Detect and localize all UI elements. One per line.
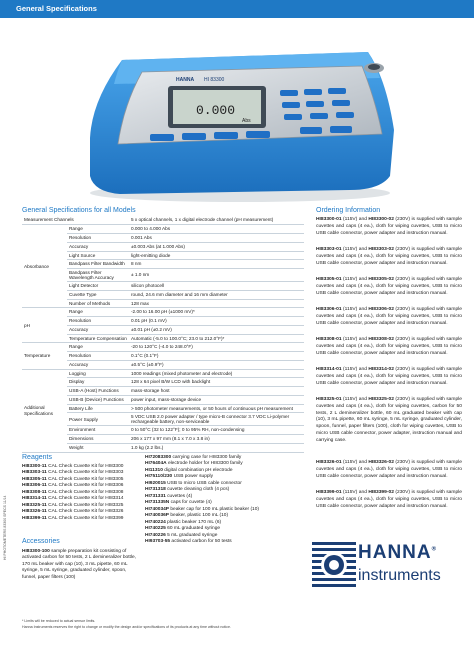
- item-description: CAL Check Cuvette Kit for HI83303: [48, 470, 124, 476]
- spec-parameter: Dimensions: [67, 435, 129, 444]
- spec-value: 5 VDC USB 2.0 power adapter / type micro-B connector 3.7 VDC Li-polymer rechargeable battery, non-serviceable: [129, 413, 304, 426]
- spec-value: power input, mass-storage device: [129, 395, 304, 404]
- list-item: [145, 539, 259, 545]
- order-code-230v: HI83308-02: [368, 337, 394, 342]
- spec-parameter: Temperature Compensation: [67, 334, 129, 343]
- item-code: HI731331: [145, 493, 166, 499]
- item-description: CAL Check Cuvette Kit for HI83326: [48, 509, 124, 515]
- spec-value: 0 to 50°C (32 to 122°F); 0 to 95% RH, non-condensing: [129, 426, 304, 435]
- hanna-logo: [312, 540, 462, 598]
- item-description: 60 mL graduated syringe: [167, 526, 221, 532]
- order-description: (230V) is supplied with sample cuvettes and caps (4 ea.), cloth for wiping cuvettes, USB to micro USB cable connector, power adapter and instruction manual.: [316, 367, 462, 386]
- spec-parameter: Power Supply: [67, 413, 129, 426]
- specs-table: [22, 216, 304, 453]
- spec-parameter: Accuracy: [67, 325, 129, 334]
- spec-value: 8 nm: [129, 260, 304, 269]
- item-code: HI11310: [145, 467, 163, 473]
- item-description: activated carbon for 50 tests: [171, 539, 232, 545]
- spec-value: round, 24.6 mm diameter and 16 mm diameter: [129, 290, 304, 299]
- spec-parameter: Resolution: [67, 234, 129, 243]
- hanna-logo-mark-icon: [312, 542, 356, 592]
- item-description: cuvettes (4): [167, 493, 193, 499]
- spec-category: Measurement Channels: [22, 216, 129, 225]
- order-voltage-text: (115V) and: [343, 247, 367, 252]
- order-voltage-text: (115V) and: [343, 367, 367, 372]
- order-voltage-text: (115V) and: [343, 397, 367, 402]
- order-description: (230V) is supplied with sample cuvettes and caps (4 ea.), cloth for wiping cuvettes, USB to micro USB cable connector, power adapter and instruction manual.: [316, 337, 462, 356]
- spec-parameter: Resolution: [67, 317, 129, 326]
- ordering-item: [316, 337, 462, 357]
- item-code: HI93703-55: [145, 539, 171, 545]
- logo-brand-text: HANNA®: [358, 542, 438, 563]
- order-code-230v: HI83326-02: [368, 460, 394, 465]
- header-bar: [0, 0, 474, 18]
- spec-value: Automatic (-5.0 to 100.0°C; 23.0 to 212.0°F)*: [129, 334, 304, 343]
- spec-parameter: Battery Life: [67, 404, 129, 413]
- order-code-115v: HI83325-01: [316, 397, 342, 402]
- page-title: General Specifications: [16, 4, 97, 13]
- spec-row: [22, 343, 304, 352]
- item-description: beaker cap for 100 mL plastic beaker (10): [170, 506, 259, 512]
- ordering-item: [316, 367, 462, 387]
- spec-category: Additional Specifications: [22, 369, 67, 452]
- item-description: plastic beaker 170 mL (6): [167, 519, 222, 525]
- spec-value: 128 max: [129, 299, 304, 308]
- accessories-section-title: Accessories: [22, 538, 60, 545]
- order-voltage-text: (115V) and: [343, 337, 367, 342]
- item-code: HI75110/230: [145, 474, 173, 480]
- order-code-115v: HI83314-01: [316, 367, 342, 372]
- order-code-230v: HI83300-02: [368, 217, 394, 222]
- item-code: HI920015: [145, 480, 166, 486]
- photometer-device-illustration: [80, 38, 400, 203]
- order-code-115v: HI83399-01: [316, 490, 342, 495]
- item-code: HI740034P: [145, 506, 170, 512]
- order-description: (230V) is supplied with sample cuvettes and caps (4 ea.), cloth for wiping cuvettes, USB to micro USB cable connector, power adapter and instruction manual.: [316, 217, 462, 236]
- spec-row: [22, 308, 304, 317]
- item-code: HI731318: [145, 487, 166, 493]
- item-code: HI83300-11: [22, 464, 47, 469]
- order-voltage-text: (115V) and: [343, 307, 367, 312]
- spec-parameter: Accuracy: [67, 242, 129, 251]
- item-description: CAL Check Cuvette Kit for HI83325: [48, 502, 124, 508]
- accessory-first-item: [22, 549, 140, 581]
- spec-parameter: Number of Methods: [67, 299, 129, 308]
- order-code-115v: HI83303-01: [316, 247, 342, 252]
- item-code: HI83306-11: [22, 483, 47, 489]
- order-code-230v: HI83325-02: [368, 397, 394, 402]
- ordering-item: [316, 277, 462, 297]
- spec-category: pH: [22, 308, 67, 343]
- reagents-section-title: Reagents: [22, 454, 52, 461]
- spec-value: silicon photocell: [129, 282, 304, 291]
- spec-parameter: USB-B (Device) Functions: [67, 395, 129, 404]
- item-description: CAL Check Cuvette Kit for HI83305: [48, 476, 124, 482]
- logo-instruments-text: instruments: [358, 567, 441, 584]
- item-code: HI740224: [145, 519, 166, 525]
- order-voltage-text: (115V) and: [343, 277, 367, 282]
- item-description: CAL Check Cuvette Kit for HI83399: [48, 515, 124, 521]
- item-description: caps for cuvette (4): [170, 500, 212, 506]
- order-code-230v: HI83305-02: [368, 277, 394, 282]
- spec-value: 0.01 pH (0.1 mV): [129, 317, 304, 326]
- spec-value: light-emitting diode: [129, 251, 304, 260]
- spec-parameter: Environment: [67, 426, 129, 435]
- ordering-item: [316, 307, 462, 327]
- order-code-115v: HI83305-01: [316, 277, 342, 282]
- spec-parameter: Display: [67, 378, 129, 387]
- item-description: 5 mL graduated syringe: [167, 532, 218, 538]
- order-code-115v: HI83300-01: [316, 217, 342, 222]
- footnote-rights: Hanna Instruments reserves the right to change or modify the design and/or specifications of its products at any time without notice.: [22, 625, 231, 629]
- order-description: (230V) is supplied with sample cuvettes and caps (4 ea.), cloth for wiping cuvettes, USB to micro USB cable connector, power adapter and instruction manual.: [316, 460, 462, 479]
- ordering-item: [316, 217, 462, 237]
- spec-value: 206 x 177 x 97 mm (8.1 x 7.0 x 3.8 in): [129, 435, 304, 444]
- spec-value: 0.000 to 4.000 Abs: [129, 225, 304, 234]
- spec-row: [22, 225, 304, 234]
- spec-value: -2.00 to 16.00 pH (±1000 mV)*: [129, 308, 304, 317]
- ordering-item: [316, 397, 462, 444]
- spec-parameter: Light Detector: [67, 282, 129, 291]
- item-description: CAL Check Cuvette Kit for HI83308: [48, 489, 124, 495]
- item-code: HI76404A: [145, 461, 167, 467]
- spec-parameter: Resolution: [67, 352, 129, 361]
- spec-row: [22, 216, 304, 225]
- spec-row: [22, 369, 304, 378]
- order-voltage-text: (115V) and: [343, 490, 367, 495]
- order-voltage-text: (115V) and: [343, 217, 367, 222]
- spec-value: ±0.5°C (±0.9°F): [129, 360, 304, 369]
- order-code-115v: HI83326-01: [316, 460, 342, 465]
- spec-value: -20 to 120°C (-4.0 to 248.0°F): [129, 343, 304, 352]
- accessory-code: HI83300-100: [22, 549, 50, 554]
- side-document-code: HI PHOTOMETERS 83300 SPECS 11/14: [3, 495, 7, 560]
- item-code: HI740226: [145, 532, 166, 538]
- ordering-item: [316, 460, 462, 480]
- order-code-115v: HI83308-01: [316, 337, 342, 342]
- spec-category: Absorbance: [22, 225, 67, 308]
- spec-parameter: Light Source: [67, 251, 129, 260]
- accessories-list: [145, 455, 259, 546]
- ordering-item: [316, 490, 462, 510]
- item-description: CAL Check Cuvette Kit for HI83300: [48, 464, 124, 469]
- item-description: USB to micro USB cable connector: [167, 480, 242, 486]
- spec-value: > 500 photometer measurements, or 50 hours of continuous pH measurement: [129, 404, 304, 413]
- order-description: (230V) is supplied with sample cuvettes and caps (4 ea.), cloth for wiping cuvettes, carbon for 50 tests, 2 L demineralizer bottle, 60 mL graduated beaker with cap (10), 3 mL pipette, 60 mL syringe, 5 mL syringe, graduated cylinder, spoon, funnel, paper filters (100), cloth for wiping cuvettes, USB to micro USB cable connector, power adapter, instruction manual and carrying case.: [316, 397, 462, 443]
- order-code-230v: HI83306-02: [368, 307, 394, 312]
- item-code: HI83303-11: [22, 470, 47, 476]
- spec-value: 1.0 kg (2.2 lbs.): [129, 443, 304, 452]
- item-description: CAL Check Cuvette Kit for HI83314: [48, 496, 124, 502]
- order-voltage-text: (115V) and: [343, 460, 367, 465]
- order-description: (230V) is supplied with sample cuvettes and caps (4 ea.), cloth for wiping cuvettes, USB to micro USB cable connector, power adapter and instruction manual.: [316, 490, 462, 509]
- item-code: HI83308-11: [22, 489, 47, 495]
- item-description: CAL Check Cuvette Kit for HI83306: [48, 483, 124, 489]
- spec-parameter: Accuracy: [67, 360, 129, 369]
- spec-value: ±0.01 pH (±0.2 mV): [129, 325, 304, 334]
- device-model-label: HI 83300: [204, 77, 225, 83]
- footnote-limits: * Limits will be reduced to actual sensor limits.: [22, 619, 96, 623]
- reagents-list: [22, 464, 123, 522]
- device-screen-reading: 0.000: [196, 103, 236, 118]
- item-description: carrying case for HI83300 family: [172, 455, 242, 460]
- ordering-item: [316, 247, 462, 267]
- order-code-230v: HI83303-02: [368, 247, 394, 252]
- item-code: HI731335N: [145, 500, 170, 506]
- item-description: electrode holder for HI83300 family: [167, 461, 243, 467]
- item-code: HI83399-11: [22, 515, 47, 521]
- item-code: HI740036P: [145, 513, 170, 519]
- order-description: (230V) is supplied with sample cuvettes and caps (4 ea.), cloth for wiping cuvettes, USB to micro USB cable connector, power adapter and instruction manual.: [316, 307, 462, 326]
- spec-value: 0.001 Abs: [129, 234, 304, 243]
- item-code: HI83325-11: [22, 502, 47, 508]
- item-code: HI72083300: [145, 455, 172, 460]
- item-code: HI740225: [145, 526, 166, 532]
- item-description: digital combination pH electrode: [164, 467, 233, 473]
- item-code: HI83305-11: [22, 476, 47, 482]
- spec-value: 0.1°C (0.1°F): [129, 352, 304, 361]
- spec-parameter: Range: [67, 308, 129, 317]
- spec-parameter: Range: [67, 343, 129, 352]
- spec-category: Temperature: [22, 343, 67, 369]
- item-code: HI83326-11: [22, 509, 47, 515]
- spec-value: 128 x 64 pixel B/W LCD with backlight: [129, 378, 304, 387]
- spec-value: ±0.003 Abs (at 1.000 Abs): [129, 242, 304, 251]
- accessory-desc: sample preparation kit consisting of activated carbon for 50 tests, 2 L demineralizer bottle, 170 mL beaker with cap (10), 3 mL pipette, 60 mL syringe, 5 mL syringe, graduated cylinder, spoon, funnel, paper filters (100): [22, 549, 136, 580]
- spec-value: 1000 readings (mixed photometer and electrode): [129, 369, 304, 378]
- ordering-section-title: Ordering Information: [316, 207, 381, 214]
- specs-section-title: General Specifications for all Models: [22, 207, 136, 214]
- item-description: cuvette cleaning cloth (4 pcs): [167, 487, 230, 493]
- item-description: beaker, plastic 100 mL (10): [170, 513, 229, 519]
- order-description: (230V) is supplied with sample cuvettes and caps (4 ea.), cloth for wiping cuvettes, USB to micro USB cable connector, power adapter and instruction manual.: [316, 247, 462, 266]
- order-code-230v: HI83399-02: [368, 490, 394, 495]
- device-screen-unit: Abs: [242, 118, 251, 124]
- device-brand-label: HANNA: [176, 77, 195, 83]
- order-code-230v: HI83314-02: [368, 367, 394, 372]
- spec-parameter: Logging: [67, 369, 129, 378]
- spec-parameter: Bandpass Filter Wavelength Accuracy: [67, 269, 129, 282]
- spec-parameter: Bandpass Filter Bandwidth: [67, 260, 129, 269]
- item-description: USB power supply: [173, 474, 214, 480]
- item-code: HI83314-11: [22, 496, 47, 502]
- spec-parameter: Cuvette Type: [67, 290, 129, 299]
- spec-value: ± 1.0 nm: [129, 269, 304, 282]
- spec-parameter: USB-A (Host) Functions: [67, 387, 129, 396]
- order-code-115v: HI83306-01: [316, 307, 342, 312]
- spec-parameter: Weight: [67, 443, 129, 452]
- order-description: (230V) is supplied with sample cuvettes and caps (4 ea.), cloth for wiping cuvettes, USB to micro USB cable connector, power adapter and instruction manual.: [316, 277, 462, 296]
- list-item: [22, 516, 123, 522]
- spec-value: mass-storage host: [129, 387, 304, 396]
- spec-value: 5 x optical channels, 1 x digital electrode channel (pH measurement): [129, 216, 304, 225]
- spec-parameter: Range: [67, 225, 129, 234]
